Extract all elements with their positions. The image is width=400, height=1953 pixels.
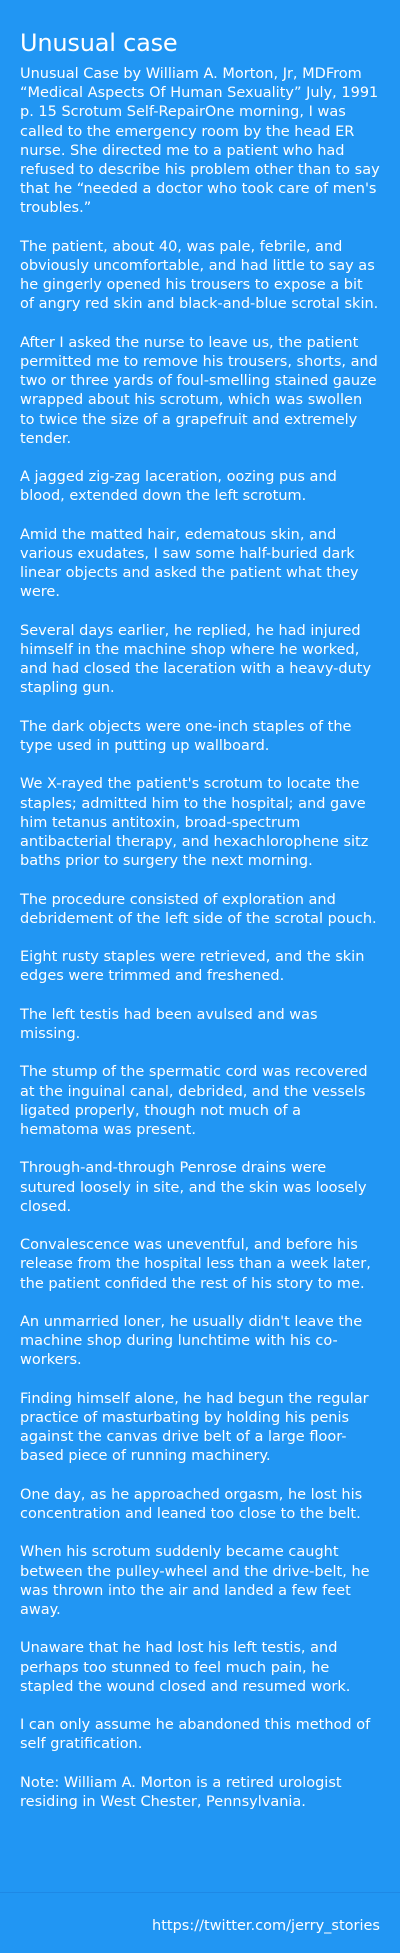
story-body [20,65,380,1812]
story-paragraph: When his scrotum suddenly became caught between the pulley-wheel and the drive-belt, he was thrown into the air and landed a few feet away. [20,1544,370,1618]
story-paragraph: The patient, about 40, was pale, febrile, and obviously uncomfortable, and had little to say as he gingerly opened his trousers to expose a bit of angry red skin and black-and-blue scrotal skin. [20,238,379,313]
story-paragraph: An unmarried loner, he usually didn't leave the machine shop during lunchtime with his co-workers. [20,1313,363,1369]
story-paragraph: Unusual Case by William A. Morton, Jr, MDFrom “Medical Aspects Of Human Sexuality” July, 1991 p. 15 Scrotum Self-RepairOne morning, I was called to the emergency room by the head ER nurse. She directed me to a patient who had refused to describe his problem other than to say that he “needed a doctor who took care of men's troubles.” [20,66,380,217]
story-paragraph: The dark objects were one-inch staples of the type used in putting up wallboard. [20,718,352,755]
footer [0,1892,400,1953]
story-paragraph: I can only assume he abandoned this method of self gratification. [20,1717,371,1753]
story-paragraph: Through-and-through Penrose drains were sutured loosely in site, and the skin was loosely closed. [20,1160,367,1215]
story-paragraph: Eight rusty staples were retrieved, and the skin edges were trimmed and freshened. [20,949,365,985]
story-paragraph: A jagged zig-zag laceration, oozing pus and blood, extended down the left scrotum. [20,469,337,505]
story-paragraph: The left testis had been avulsed and was missing. [20,1006,318,1042]
story-paragraph: Note: William A. Morton is a retired urologist residing in West Chester, Pennsylvania. [20,1774,342,1810]
story-title: Unusual case [20,29,178,57]
twitter-profile-link[interactable]: https://twitter.com/jerry_stories [152,1918,380,1934]
story-paragraph: The procedure consisted of exploration and debridement of the left side of the scrotal pouch. [20,891,377,927]
story-paragraph: After I asked the nurse to leave us, the patient permitted me to remove his trousers, shorts, and two or three yards of foul-smelling stained gauze wrapped about his scrotum, which was swollen to twice the size of a grapefruit and extremely tender. [20,334,378,447]
story-paragraph: Unaware that he had lost his left testis, and perhaps too stunned to feel much pain, he stapled the wound closed and resumed work. [20,1640,351,1695]
story-paragraph: One day, as he approached orgasm, he lost his concentration and leaned too close to the belt. [20,1486,363,1522]
story-paragraph: We X-rayed the patient's scrotum to locate the staples; admitted him to the hospital; and gave him tetanus antitoxin, broad-spectrum antibacterial therapy, and hexachlorophene sitz baths prior to surgery the next morning. [20,776,369,870]
story-paragraph: Amid the matted hair, edematous skin, and various exudates, I saw some half-buried dark linear objects and asked the patient what they were. [20,526,359,601]
story-paragraph: Finding himself alone, he had begun the regular practice of masturbating by holding his penis against the canvas drive belt of a large floor-based piece of running machinery. [20,1390,369,1465]
story-paragraph: The stump of the spermatic cord was recovered at the inguinal canal, debrided, and the vessels ligated properly, though not much of a hematoma was present. [20,1064,368,1138]
story-paragraph: Several days earlier, he replied, he had injured himself in the machine shop where he worked, and had closed the laceration with a heavy-duty stapling gun. [20,622,372,697]
story-paragraph: Convalescence was uneventful, and before his release from the hospital less than a week later, the patient confided the rest of his story to me. [20,1237,371,1292]
